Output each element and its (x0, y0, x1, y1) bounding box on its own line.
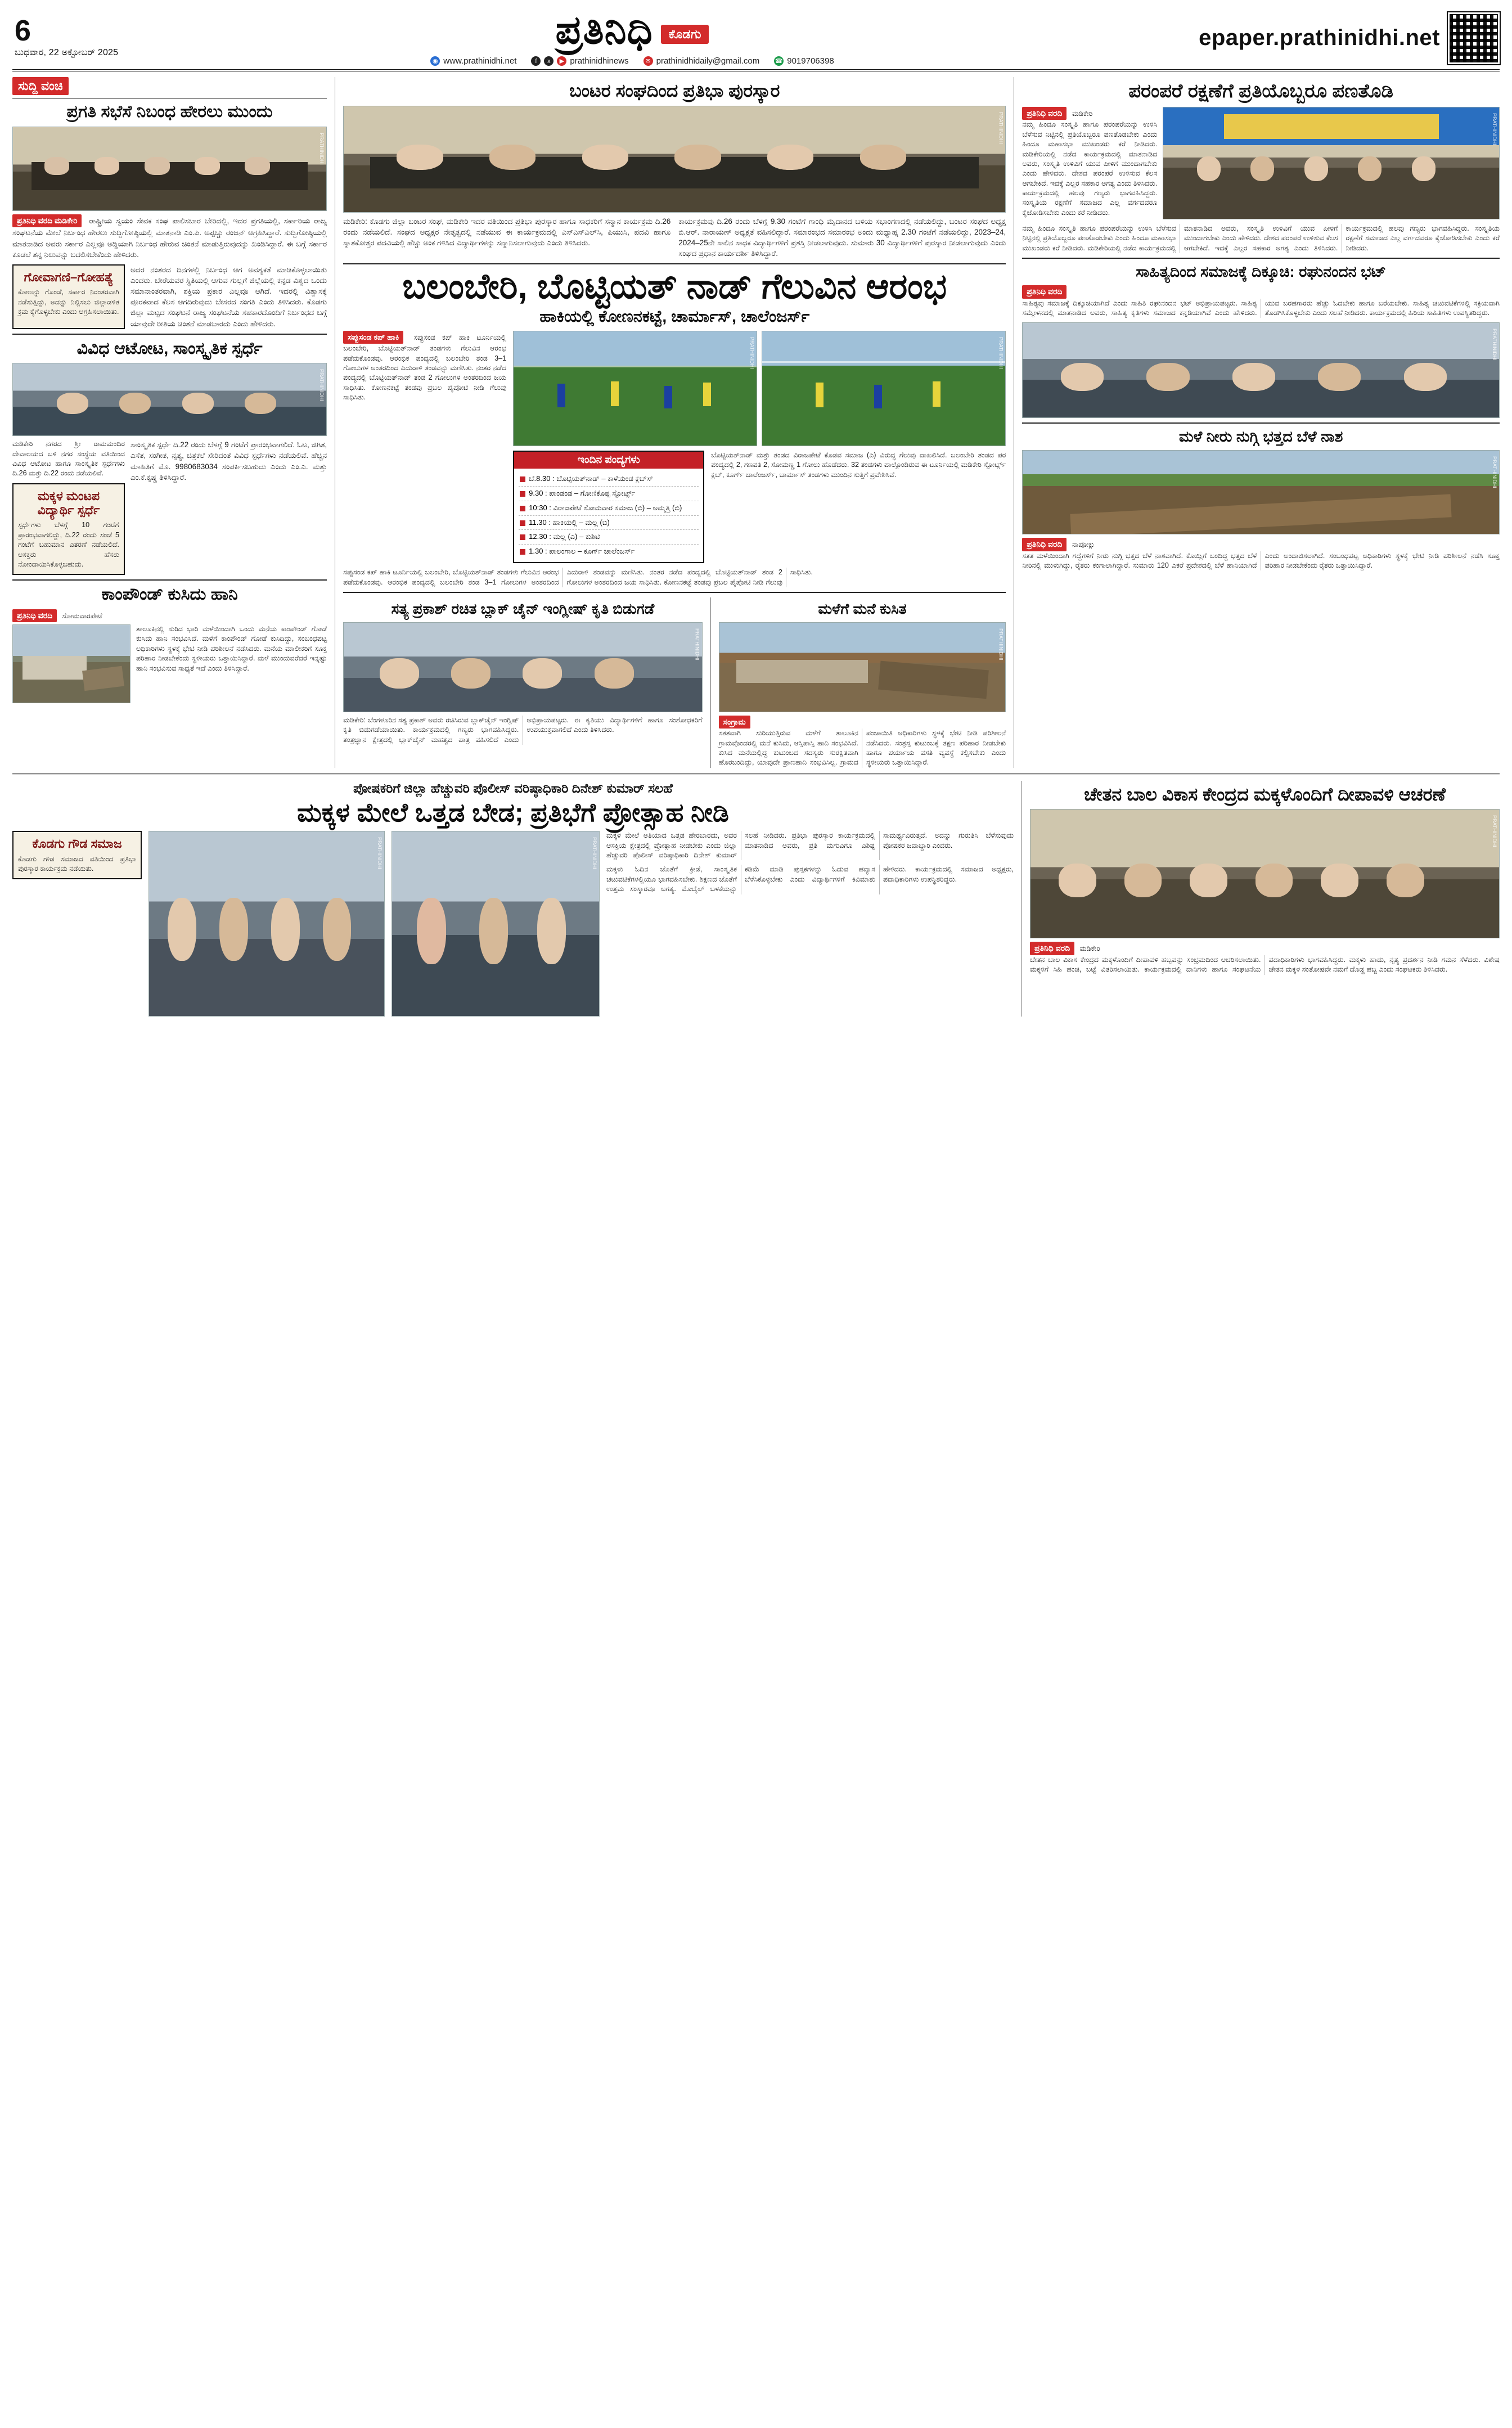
bottom-right (1030, 781, 1500, 1017)
photo-credit: PRATHINIDHI (998, 336, 1004, 369)
list-item (519, 545, 699, 559)
bullet-icon (520, 506, 525, 511)
story-block-house-collapse (719, 597, 1006, 768)
byline-place: ಮಡಿಕೇರಿ (1079, 945, 1101, 953)
masthead-date-block (12, 10, 125, 66)
today-matches-title: ಇಂದಿನ ಪಂದ್ಯಗಳು (514, 452, 703, 469)
hockey-subhead: ಹಾಕಿಯಲ್ಲಿ ಕೋಣನಕಟ್ಟೆ, ಚಾರ್ಮಾಸ್, ಚಾಲೆಂಜರ್ಸ್ (539, 307, 810, 326)
hockey-headline: ಬಲಂಬೇರಿ, ಬೊಟ್ಟಿಯತ್ ನಾಡ್ ಗೆಲುವಿನ ಆರಂಭ (402, 267, 947, 307)
photo-award-ceremony-2 (392, 831, 600, 1017)
byline-sahitya (1022, 285, 1500, 298)
headline-sahitya: ಸಾಹಿತ್ಯದಿಂದ ಸಮಾಜಕ್ಕೆ ದಿಕ್ಕೂಚಿ: ರಘುನಂದನ ಭಟ್ (1136, 263, 1387, 281)
story-pragati-cont: ಅದರ ನಂತರದ ದಿನಗಳಲ್ಲಿ ನಿರ್ಬಂಧ ಆಗ ಅವಶ್ಯಕತೆ ಮಾಡಿಕೊಳ್ಳಲಾಯಿತು ಎಂದರು. ಬೇರೆಯವರ ಸ್ಥಿತಿಯಲ್ಲಿ ಆಗುವ ಗುಲ್ಲಗೆ ಜಿಲ್ಲೆಯಲ್ಲಿ ಕನ್ನಡ ವಿಶ್ವದ ಒಂದು ಸಮಾನಾಂತರವಾಗಿ, ಶಕ್ತಿಯ ಪ್ರಕಾರ ಎಲ್ಲವೂ ಆಗಿದೆ. ಇದರಲ್ಲಿ ವಿಶ್ವಾಸಕ್ಕೆ ಪೂರಕವಾದ ಕೆಲಸ ಆಗದಿರುವುದು ಬೇಸರದ ಸಂಗತಿ ಎಂದು ತಿಳಿಸಿದರು. ಕೊಡಗು ಜಿಲ್ಲಾ ಮಟ್ಟದ ಸಂಘಟನೆ ರಾಜ್ಯ ಸಂಘಟನೆಯ ಸಹಕಾರದೊಂದಿಗೆ ನಿರ್ಬಂಧದ ಬಗ್ಗೆ ಯಾವುದೇ ರೀತಿಯ ಚಿಂತನೆ ಮಾಡಬಾರದು ಎಂದು ಹೇಳಿದರು. (130, 265, 327, 328)
hockey-story-left-text: ಸಪ್ಪುಸಂಡ ಕಪ್ ಹಾಕಿ ಟೂರ್ನಿಯಲ್ಲಿ ಬಲಂಬೇರಿ, ಬೊಟ್ಟಿಯತ್‌ನಾಡ್ ತಂಡಗಳು ಗೆಲುವಿನ ಆರಂಭ ಪಡೆದುಕೊಂಡವು. ಆರಂಭಿಕ ಪಂದ್ಯದಲ್ಲಿ ಬಲಂಬೇರಿ ತಂಡ 3–1 ಗೋಲುಗಳ ಅಂತರದಿಂದ ಎದುರಾಳಿ ತಂಡವನ್ನು ಮಣಿಸಿತು. ನಂತರ ನಡೆದ ಪಂದ್ಯದಲ್ಲಿ ಬೊಟ್ಟಿಯತ್‌ನಾಡ್ ತಂಡ 2 ಗೋಲುಗಳ ಅಂತರದಿಂದ ಜಯ ಸಾಧಿಸಿತು. ಕೋಣನಕಟ್ಟೆ ತಂಡವು ಪ್ರಬಲ ಪೈಪೋಟಿ ನೀಡಿ ಗೆಲುವು ಸಾಧಿಸಿತು. (343, 333, 507, 402)
website-label: www.prathinidhi.net (443, 56, 517, 66)
qr-code-icon[interactable] (1448, 12, 1500, 64)
photo-house-collapse (719, 622, 1006, 712)
photo-credit: PRATHINIDHI (377, 837, 382, 870)
photo-credit: PRATHINIDHI (998, 628, 1004, 660)
headline-compound-collapse: ಕಾಂಪೌಂಡ್ ಕುಸಿದು ಹಾನಿ (101, 585, 238, 604)
box-children-title: ಮಕ್ಕಳ ಮಂಟಪ ವಿದ್ಯಾರ್ಥಿ ಸ್ಪರ್ಧೆ (37, 488, 100, 518)
byline-chetana (1030, 942, 1500, 955)
photo-sahitya-event (1022, 322, 1500, 418)
photo-credit: PRATHINIDHI (749, 336, 755, 369)
twitter-x-icon: x (544, 56, 554, 66)
box-children-pavilion (12, 483, 125, 575)
column-left (12, 77, 327, 768)
story-chetana-text: ಚೇತನ ಬಾಲ ವಿಕಾಸ ಕೇಂದ್ರದ ಮಕ್ಕಳೊಂದಿಗೆ ದೀಪಾವಳಿ ಹಬ್ಬವನ್ನು ಸಂಭ್ರಮದಿಂದ ಆಚರಿಸಲಾಯಿತು. ಮಕ್ಕಳಿಗೆ ಸಿಹಿ ಹಂಚಿ, ಬಟ್ಟೆ ವಿತರಿಸಲಾಯಿತು. ಕಾರ್ಯಕ್ರಮದಲ್ಲಿ ದಾನಿಗಳು ಹಾಗೂ ಸಂಘಟನೆಯ ಪದಾಧಿಕಾರಿಗಳು ಭಾಗವಹಿಸಿದ್ದರು. ಮಕ್ಕಳು ಹಾಡು, ನೃತ್ಯ ಪ್ರದರ್ಶನ ನೀಡಿ ಗಮನ ಸೆಳೆದರು. ವಿಶೇಷ ಚೇತನ ಮಕ್ಕಳ ಸಂತೋಷವೇ ನಮಗೆ ದೊಡ್ಡ ಹಬ್ಬ ಎಂದು ಸಂಘಟಕರು ತಿಳಿಸಿದರು. (1030, 955, 1500, 974)
newspaper-title: ಪ್ರತಿನಿಧಿ (555, 8, 653, 52)
headline-bantara: ಬಂಟರ ಸಂಘದಿಂದ ಪ್ರತಿಭಾ ಪುರಸ್ಕಾರ (569, 80, 780, 101)
byline-tag: ಪ್ರತಿನಿಧಿ ವರದಿ (1022, 107, 1066, 120)
photo-hockey-match-2 (762, 331, 1006, 446)
photo-hockey-match-1 (513, 331, 757, 446)
story-paddy-text: ಸತತ ಮಳೆಯಿಂದಾಗಿ ಗದ್ದೆಗಳಿಗೆ ನೀರು ನುಗ್ಗಿ ಭತ್ತದ ಬೆಳೆ ನಾಶವಾಗಿದೆ. ಕೊಯ್ಲಿಗೆ ಬಂದಿದ್ದ ಭತ್ತದ ಬೆಳೆ ನೀರಿನಲ್ಲಿ ಮುಳುಗಿದ್ದು, ರೈತರು ಕಂಗಾಲಾಗಿದ್ದಾರೆ. ಸುಮಾರು 120 ಎಕರೆ ಪ್ರದೇಶದಲ್ಲಿ ಬೆಳೆ ಹಾನಿಯಾಗಿದೆ ಎಂದು ಅಂದಾಜಿಸಲಾಗಿದೆ. ಸಂಬಂಧಪಟ್ಟ ಅಧಿಕಾರಿಗಳು ಸ್ಥಳಕ್ಕೆ ಭೇಟಿ ನೀಡಿ ಪರಿಶೀಲನೆ ನಡೆಸಿ ಸೂಕ್ತ ಪರಿಹಾರ ನೀಡಬೇಕೆಂದು ರೈತರು ಒತ್ತಾಯಿಸಿದ್ದಾರೆ. (1022, 551, 1500, 570)
photo-chetana-deepavali (1030, 809, 1500, 938)
epaper-url[interactable]: epaper.prathinidhi.net (1199, 25, 1440, 50)
photo-collapsed-compound (12, 624, 130, 703)
story-block-blockchain (343, 597, 702, 768)
figure-bantara (343, 106, 1006, 213)
whatsapp-icon: ☎ (774, 56, 784, 66)
section-badge-label: ಸುದ್ದಿ ವಂಚಿ (12, 77, 69, 95)
masthead (12, 10, 1500, 71)
photo-credit: PRATHINIDHI (319, 132, 325, 165)
match-entry: 12.30 : ಮಲ್ಲ (ಎ) – ಕುಶಿಟಿ (529, 532, 600, 541)
byline-place: ನಾಪೋಕ್ಲು (1072, 541, 1095, 549)
photo-book-release (343, 622, 702, 712)
bullet-icon (520, 534, 525, 540)
story-heritage-body: ನಮ್ಮ ಹಿಂದೂ ಸಂಸ್ಕೃತಿ ಹಾಗೂ ಪರಂಪರೆಯನ್ನು ಉಳಿಸಿ ಬೆಳೆಸುವ ನಿಟ್ಟಿನಲ್ಲಿ ಪ್ರತಿಯೊಬ್ಬರೂ ಪಣತೊಡಬೇಕು ಎಂದು ಹಿಂದೂ ಮಹಾಸಭಾ ಮುಖಂಡರು ಕರೆ ನೀಡಿದರು. ಮಡಿಕೇರಿಯಲ್ಲಿ ನಡೆದ ಕಾರ್ಯಕ್ರಮದಲ್ಲಿ ಮಾತನಾಡಿದ ಅವರು, ಸಂಸ್ಕೃತಿ ಉಳಿವಿಗೆ ಯುವ ಪೀಳಿಗೆ ಮುಂದಾಗಬೇಕು ಎಂದು ಹೇಳಿದರು. ದೇಶದ ಪರಂಪರೆ ಉಳಿಸುವ ಕೆಲಸ ಆಗಬೇಕಿದೆ. ಇದಕ್ಕೆ ಎಲ್ಲರ ಸಹಕಾರ ಅಗತ್ಯ ಎಂದು ತಿಳಿಸಿದರು. ಕಾರ್ಯಕ್ರಮದಲ್ಲಿ ಹಲವು ಗಣ್ಯರು ಭಾಗವಹಿಸಿದ್ದರು. ಸಂಸ್ಕೃತಿಯ ರಕ್ಷಣೆಗೆ ಸಮಾಜದ ಎಲ್ಲ ವರ್ಗದವರೂ ಕೈಜೋಡಿಸಬೇಕು ಎಂದು ಕರೆ ನೀಡಿದರು. (1022, 224, 1500, 252)
phone-label: 9019706398 (787, 56, 834, 66)
photo-credit: PRATHINIDHI (694, 628, 700, 660)
youtube-icon: ▶ (557, 56, 566, 66)
headline-heritage: ಪರಂಪರೆ ರಕ್ಷಣೆಗೆ ಪ್ರತಿಯೊಬ್ಬರೂ ಪಣತೊಡಿ (1128, 80, 1393, 102)
page-number: 6 (15, 15, 31, 48)
figure-meeting (12, 127, 327, 211)
match-entry: 11.30 : ಹಾಕಿಯಲ್ಲಿ – ಮಲ್ಲ (ಬಿ) (529, 518, 610, 527)
email-item[interactable] (644, 56, 760, 66)
photo-award-ceremony-1 (148, 831, 385, 1017)
facebook-icon: f (531, 56, 541, 66)
mail-icon: ✉ (644, 56, 653, 66)
story-pragati (12, 214, 327, 260)
edition-badge: ಕೊಡಗು (661, 25, 709, 44)
column-right (1022, 77, 1500, 768)
byline-tag: ಪ್ರತಿನಿಧಿ ವರದಿ ಮಡಿಕೇರಿ (12, 214, 82, 228)
story-pragati-text: ರಾಷ್ಟ್ರೀಯ ಸ್ವಯಂ ಸೇವಕ ಸಂಘ ಪಾಲಿಸಬಾರ ಬೇರಿದಲ್ಲಿ, ಇದರ ಪ್ರಗತಿಯಲ್ಲಿ, ಸರ್ಕಾರಿಯ ರಾಜ್ಯ ಸಂಘಟನೆಯ ಮೇಲೆ ನಿರ್ಬಂಧ ಹೇರಲು ಸುದ್ದಿಗೋಷ್ಠಿಯಲ್ಲಿ ಮಾತನಾಡಿ ಎಂ.ಪಿ. ಅಪ್ಪಚ್ಚು ರಂಜನ್ ಆಗ್ರಹಿಸಿದ್ದಾರೆ. ಸುದ್ದಿಗೋಷ್ಠಿಯಲ್ಲಿ ಮಾತನಾಡಿದ ಅವರು ಸರ್ಕಾರ ಎಲ್ಲವೂ ಅಡ್ಡಿಯಾಗಿ ನಿರ್ಬಂಧ ಹೇರುವ ಚಿಂತನೆ ಮಾಡುತ್ತಿರುವುದನ್ನು ಖಂಡಿಸಿದ್ದಾರೆ. ಈ ಬಗ್ಗೆ ಸರ್ಕಾರ ಕೂಡಲೆ ತನ್ನ ನಿಲುವನ್ನು ಬದಲಿಸಬೇಕೆಂದು ಹೇಳಿದರು. (12, 216, 327, 259)
bottom-left (12, 781, 1014, 1017)
social-handle: prathinidhinews (570, 56, 629, 66)
box-gowda-title: ಕೊಡಗು ಗೌಡ ಸಮಾಜ (32, 837, 122, 851)
story-bottom-1: ಮಕ್ಕಳ ಮೇಲೆ ಅತಿಯಾದ ಒತ್ತಡ ಹೇರಬಾರದು, ಅವರ ಆಸಕ್ತಿಯ ಕ್ಷೇತ್ರದಲ್ಲಿ ಪ್ರೋತ್ಸಾಹ ನೀಡಬೇಕು ಎಂದು ಜಿಲ್ಲಾ ಹೆಚ್ಚುವರಿ ಪೊಲೀಸ್ ವರಿಷ್ಠಾಧಿಕಾರಿ ದಿನೇಶ್ ಕುಮಾರ್ ಸಲಹೆ ನೀಡಿದರು. ಪ್ರತಿಭಾ ಪುರಸ್ಕಾರ ಕಾರ್ಯಕ್ರಮದಲ್ಲಿ ಮಾತನಾಡಿದ ಅವರು, ಪ್ರತಿ ಮಗುವಿಗೂ ವಿಶಿಷ್ಟ ಸಾಮರ್ಥ್ಯವಿರುತ್ತದೆ. ಅದನ್ನು ಗುರುತಿಸಿ ಬೆಳೆಸುವುದು ಪೋಷಕರ ಜವಾಬ್ದಾರಿ ಎಂದರು. (606, 831, 1014, 860)
bullet-icon (520, 520, 525, 526)
hockey-kicker: ಸಪ್ಪುಸಂಡ ಕಪ್ ಹಾಕಿ (343, 331, 403, 344)
byline-compound (12, 609, 327, 622)
story-blockchain-text: ಮಡಿಕೇರಿ: ಬೆಂಗಳೂರಿನ ಸತ್ಯ ಪ್ರಕಾಶ್ ಅವರು ರಚಿಸಿರುವ ಬ್ಲಾಕ್‌ಚೈನ್ ಇಂಗ್ಲಿಷ್ ಕೃತಿ ಬಿಡುಗಡೆಯಾಯಿತು. ಕಾರ್ಯಕ್ರಮದಲ್ಲಿ ಗಣ್ಯರು ಭಾಗವಹಿಸಿದ್ದರು. ತಂತ್ರಜ್ಞಾನ ಕ್ಷೇತ್ರದಲ್ಲಿ ಬ್ಲಾಕ್‌ಚೈನ್ ಮಹತ್ವದ ಪಾತ್ರ ವಹಿಸಲಿದೆ ಎಂದು ಅಭಿಪ್ರಾಯಪಟ್ಟರು. ಈ ಕೃತಿಯು ವಿದ್ಯಾರ್ಥಿಗಳಿಗೆ ಹಾಗೂ ಸಂಶೋಧಕರಿಗೆ ಉಪಯುಕ್ತವಾಗಲಿದೆ ಎಂದು ತಿಳಿಸಿದರು. (343, 716, 703, 744)
phone-item[interactable] (774, 56, 834, 66)
story-heritage-intro: ನಮ್ಮ ಹಿಂದೂ ಸಂಸ್ಕೃತಿ ಹಾಗೂ ಪರಂಪರೆಯನ್ನು ಉಳಿಸಿ ಬೆಳೆಸುವ ನಿಟ್ಟಿನಲ್ಲಿ ಪ್ರತಿಯೊಬ್ಬರೂ ಪಣತೊಡಬೇಕು ಎಂದು ಹಿಂದೂ ಮಹಾಸಭಾ ಮುಖಂಡರು ಕರೆ ನೀಡಿದರು. ಮಡಿಕೇರಿಯಲ್ಲಿ ನಡೆದ ಕಾರ್ಯಕ್ರಮದಲ್ಲಿ ಮಾತನಾಡಿದ ಅವರು, ಸಂಸ್ಕೃತಿ ಉಳಿವಿಗೆ ಯುವ ಪೀಳಿಗೆ ಮುಂದಾಗಬೇಕು ಎಂದು ಹೇಳಿದರು. ದೇಶದ ಪರಂಪರೆ ಉಳಿಸುವ ಕೆಲಸ ಆಗಬೇಕಿದೆ. ಇದಕ್ಕೆ ಎಲ್ಲರ ಸಹಕಾರ ಅಗತ್ಯ ಎಂದು ತಿಳಿಸಿದರು. ಕಾರ್ಯಕ್ರಮದಲ್ಲಿ ಹಲವು ಗಣ್ಯರು ಭಾಗವಹಿಸಿದ್ದರು. ಸಂಸ್ಕೃತಿಯ ರಕ್ಷಣೆಗೆ ಸಮಾಜದ ಎಲ್ಲ ವರ್ಗದವರೂ ಕೈಜೋಡಿಸಬೇಕು ಎಂದು ಕರೆ ನೀಡಿದರು. (1022, 120, 1158, 217)
byline-place: ಮಡಿಕೇರಿ (1072, 110, 1093, 118)
byline-heritage (1022, 107, 1157, 120)
bullet-icon (520, 476, 525, 482)
hockey-story-left (343, 331, 506, 403)
photo-bantara-dais (343, 106, 1006, 213)
byline-tag: ಪ್ರತಿನಿಧಿ ವರದಿ (1022, 538, 1066, 551)
email-label: prathinidhidaily@gmail.com (656, 56, 760, 66)
box-children-text: ಸ್ಪರ್ಧೆಗಳು ಬೆಳಗ್ಗೆ 10 ಗಂಟೆಗೆ ಪ್ರಾರಂಭವಾಗಲಿದ್ದು, ದಿ.22 ರಂದು ಸಂಜೆ 5 ಗಂಟೆಗೆ ಬಹುಮಾನ ವಿತರಣೆ ನಡೆಯಲಿದೆ. ಆಸಕ್ತರು ಹೆಸರು ನೋಂದಾಯಿಸಿಕೊಳ್ಳಬಹುದು. (18, 521, 119, 568)
lead-story-hockey (343, 269, 1006, 587)
bullet-icon (520, 491, 525, 497)
story-bantara-b: ಕಾರ್ಯಕ್ರಮವು ದಿ.26 ರಂದು ಬೆಳಗ್ಗೆ 9.30 ಗಂಟೆಗೆ ಗಾಂಧಿ ಮೈದಾನದ ಬಳಿಯ ಸಭಾಂಗಣದಲ್ಲಿ ನಡೆಯಲಿದ್ದು, ಬಂಟರ ಸಂಘದ ಅಧ್ಯಕ್ಷ ಬಿ.ಆರ್. ನಾರಾಯಣ್ ಅಧ್ಯಕ್ಷತೆ ವಹಿಸಲಿದ್ದಾರೆ. ಸಮಾರಂಭದ ಸಮಾರಂಭ ಅಂದು ಮಧ್ಯಾಹ್ನ 2.30 ಗಂಟೆಗೆ ನಡೆಯಲಿದ್ದು, 2023–24, 2024–25ನೇ ಸಾಲಿನ ಸಾಧಕ ವಿದ್ಯಾರ್ಥಿಗಳಿಗೆ ಪ್ರಶಸ್ತಿ ನೀಡಲಾಗುವುದು. ಸುಮಾರು 30 ವಿದ್ಯಾರ್ಥಿಗಳಿಗೆ ಪುರಸ್ಕಾರ ನೀಡಲಾಗುವುದು ಎಂದು ಸಂಘದ ಪ್ರಧಾನ ಕಾರ್ಯದರ್ಶಿ ತಿಳಿಸಿದ್ದಾರೆ. (678, 217, 1006, 258)
publication-date: ಬುಧವಾರ, 22 ಅಕ್ಟೋಬರ್ 2025 (15, 47, 119, 57)
list-item (519, 516, 699, 530)
box-gohatye (12, 264, 125, 329)
hockey-story-continued (343, 568, 1006, 587)
byline-tag: ಪ್ರತಿನಿಧಿ ವರದಿ (1030, 942, 1074, 955)
byline-tag: ಪ್ರತಿನಿಧಿ ವರದಿ (1022, 285, 1066, 298)
headline-chetana: ಚೇತನ ಬಾಲ ವಿಕಾಸ ಕೇಂದ್ರದ ಮಕ್ಕಳೊಂದಿಗೆ ದೀಪಾವಳಿ ಆಚರಣೆ (1084, 784, 1446, 804)
social-item[interactable] (531, 56, 628, 66)
list-item (519, 472, 699, 487)
masthead-right (1140, 10, 1500, 66)
photo-credit: PRATHINIDHI (319, 369, 325, 402)
byline-house-collapse (719, 716, 1006, 729)
match-entry: 9.30 : ಪಾಂಡಂಡ – ಗೋಣಿಕೊಪ್ಪ ಸ್ಪೋರ್ಟ್ಸ್ (529, 488, 636, 497)
globe-icon: ◉ (430, 56, 440, 66)
photo-credit: PRATHINIDHI (998, 111, 1004, 144)
column-center (343, 77, 1006, 768)
story-sports-intro: ಮಡಿಕೇರಿ ನಗರದ ಶ್ರೀ ರಾಮಮಂದಿರ ದೇವಾಲಯದ ಬಳಿ ನಗರ ಸಂಸ್ಥೆಯ ವತಿಯಿಂದ ವಿವಿಧ ಆಟೋಟ ಹಾಗೂ ಸಾಂಸ್ಕೃತಿಕ ಸ್ಪರ್ಧೆಗಳು ದಿ.26 ಮತ್ತು ದಿ.22 ರಂದು ನಡೆಯಲಿವೆ. (12, 440, 125, 478)
box-gowda-text: ಕೊಡಗು ಗೌಡ ಸಮಾಜದ ವತಿಯಿಂದ ಪ್ರತಿಭಾ ಪುರಸ್ಕಾರ ಕಾರ್ಯಕ್ರಮ ನಡೆಯಿತು. (18, 855, 136, 873)
photo-paddy-field (1022, 450, 1500, 534)
story-sahitya-text: ಸಾಹಿತ್ಯವು ಸಮಾಜಕ್ಕೆ ದಿಕ್ಕೂಚಿಯಾಗಿದೆ ಎಂದು ಸಾಹಿತಿ ರಘುನಂದನ ಭಟ್ ಅಭಿಪ್ರಾಯಪಟ್ಟರು. ಸಾಹಿತ್ಯ ಸಮ್ಮೇಳನದಲ್ಲಿ ಮಾತನಾಡಿದ ಅವರು, ಸಾಹಿತ್ಯ ಕೃತಿಗಳು ಸಮಾಜದ ಕನ್ನಡಿಯಾಗಿವೆ ಎಂದು ಹೇಳಿದರು. ಯುವ ಬರಹಗಾರರು ಹೆಚ್ಚು ಓದಬೇಕು ಹಾಗೂ ಬರೆಯಬೇಕು. ಸಾಹಿತ್ಯ ಚಟುವಟಿಕೆಗಳಲ್ಲಿ ಸಕ್ರಿಯವಾಗಿ ತೊಡಗಿಸಿಕೊಳ್ಳಬೇಕು ಎಂದು ಸಲಹೆ ನೀಡಿದರು. ಕಾರ್ಯಕ್ರಮದಲ್ಲಿ ಹಿರಿಯ ಸಾಹಿತಿಗಳು ಉಪಸ್ಥಿತರಿದ್ದರು. (1022, 299, 1500, 317)
hockey-story-right: ಬೊಟ್ಟಿಯತ್‌ನಾಡ್ ಮತ್ತು ತಂಡದ ವಿರಾಜಪೇಟೆ ಕೊಡವ ಸಮಾಜ (ಎ) ವಿರುದ್ಧ ಗೆಲುವು ದಾಖಲಿಸಿದೆ. ಬಲಂಬೇರಿ ತಂಡದ ಪರ ಪಂದ್ಯದಲ್ಲಿ 2, ಗಣಪತಿ 2, ಸೋಮಣ್ಣ 1 ಗೋಲು ಹೊಡೆದರು. 32 ತಂಡಗಳು ಪಾಲ್ಗೊಂಡಿರುವ ಈ ಟೂರ್ನಿಯಲ್ಲಿ ಮಡಿಕೇರಿ ಸ್ಪೋರ್ಟ್ಸ್ ಕ್ಲಬ್, ಕೂರ್ಗ್ ಚಾಲೆಂಜರ್ಸ್, ಚಾರ್ಮಾಸ್ ತಂಡಗಳು ಮುಂದಿನ ಸುತ್ತಿಗೆ ಪ್ರವೇಶಿಸಿವೆ. (711, 451, 1006, 479)
list-item (519, 501, 699, 516)
byline-tag: ಸಂಗ್ರಾಮ (719, 716, 750, 729)
bottom-headline: ಮಕ್ಕಳ ಮೇಲೆ ಒತ್ತಡ ಬೇಡ; ಪ್ರತಿಭೆಗೆ ಪ್ರೋತ್ಸಾಹ ನೀಡಿ (297, 797, 729, 827)
match-entry: 1.30 : ಪಾಲಂಗಾಲ – ಕೂರ್ಗ್ ಚಾಲೆಂಜರ್ಸ್ (529, 547, 635, 556)
masthead-center (132, 10, 1133, 66)
bottom-band (12, 781, 1500, 1017)
box-gohatye-text: ಕೋಣನ್ನು ಗೊಂಡೆ, ಸರ್ಕಾರ ನಿರಂತರವಾಗಿ ನಡೆಸುತ್ತಿದ್ದು, ಅದನ್ನು ನಿಲ್ಲಿಸಲು ಜಿಲ್ಲಾಡಳಿತ ಕ್ರಮ ಕೈಗೊಳ್ಳಬೇಕು ಎಂದು ಆಗ್ರಹಿಸಲಾಯಿತು. (18, 288, 119, 316)
photo-credit: PRATHINIDHI (1492, 815, 1497, 848)
hockey-continued-text: ಸಪ್ಪುಸಂಡ ಕಪ್ ಹಾಕಿ ಟೂರ್ನಿಯಲ್ಲಿ ಬಲಂಬೇರಿ, ಬೊಟ್ಟಿಯತ್‌ನಾಡ್ ತಂಡಗಳು ಗೆಲುವಿನ ಆರಂಭ ಪಡೆದುಕೊಂಡವು. ಆರಂಭಿಕ ಪಂದ್ಯದಲ್ಲಿ ಬಲಂಬೇರಿ ತಂಡ 3–1 ಗೋಲುಗಳ ಅಂತರದಿಂದ ಎದುರಾಳಿ ತಂಡವನ್ನು ಮಣಿಸಿತು. ನಂತರ ನಡೆದ ಪಂದ್ಯದಲ್ಲಿ ಬೊಟ್ಟಿಯತ್‌ನಾಡ್ ತಂಡ 2 ಗೋಲುಗಳ ಅಂತರದಿಂದ ಜಯ ಸಾಧಿಸಿತು. ಕೋಣನಕಟ್ಟೆ ತಂಡವು ಪ್ರಬಲ ಪೈಪೋಟಿ ನೀಡಿ ಗೆಲುವು ಸಾಧಿಸಿತು. (343, 568, 813, 586)
today-matches-list (514, 469, 703, 562)
byline-place: ಸೋಮವಾರಪೇಟೆ (62, 612, 102, 620)
photo-credit: PRATHINIDHI (1492, 113, 1497, 145)
byline-paddy (1022, 538, 1500, 551)
headline-pragati: ಪ್ರಗತಿ ಸಭೆಸೆ ನಿಬಂಧ ಹೇರಲು ಮುಂದು (66, 102, 273, 121)
list-item (519, 487, 699, 501)
bullet-icon (520, 549, 525, 555)
photo-credit: PRATHINIDHI (592, 837, 597, 870)
story-bantara-a: ಮಡಿಕೇರಿ: ಕೊಡಗು ಜಿಲ್ಲಾ ಬಂಟರ ಸಂಘ, ಮಡಿಕೇರಿ ಇದರ ವತಿಯಿಂದ ಪ್ರತಿಭಾ ಪುರಸ್ಕಾರ ಹಾಗೂ ಸಾಧಕರಿಗೆ ಸನ್ಮಾನ ಕಾರ್ಯಕ್ರಮ ದಿ.26 ರಂದು ನಡೆಯಲಿದೆ. ಸಂಘದ ಅಧ್ಯಕ್ಷರ ನೇತೃತ್ವದಲ್ಲಿ ನಡೆಯುವ ಈ ಕಾರ್ಯಕ್ರಮದಲ್ಲಿ ಎಸ್‌ಎಸ್‌ಎಲ್‌ಸಿ, ಪಿಯುಸಿ, ಪದವಿ ಹಾಗೂ ಸ್ನಾತಕೋತ್ತರ ಪದವಿಯಲ್ಲಿ ಹೆಚ್ಚು ಅಂಕ ಗಳಿಸಿದ ವಿದ್ಯಾರ್ಥಿಗಳನ್ನು ಸನ್ಮಾನಿಸಲಾಗುವುದು ಎಂದು ತಿಳಿಸಿದರು. (343, 217, 671, 248)
website-item[interactable] (430, 56, 516, 66)
main-band (12, 77, 1500, 768)
story-compound-text: ತಾಲೂಕಿನಲ್ಲಿ ಸುರಿದ ಭಾರಿ ಮಳೆಯಿಂದಾಗಿ ಒಂದು ಮನೆಯ ಕಾಂಪೌಂಡ್ ಗೋಡೆ ಕುಸಿದು ಹಾನಿ ಸಂಭವಿಸಿದೆ. ಮಳೆಗೆ ಕಾಂಪೌಂಡ್ ಗೋಡೆ ಕುಸಿದಿದ್ದು, ಸಂಬಂಧಪಟ್ಟ ಅಧಿಕಾರಿಗಳು ಸ್ಥಳಕ್ಕೆ ಭೇಟಿ ನೀಡಿ ಪರಿಶೀಲನೆ ನಡೆಸಿದರು. ಮನೆಯ ಮಾಲೀಕರಿಗೆ ಸೂಕ್ತ ಪರಿಹಾರ ನೀಡಬೇಕೆಂದು ಸ್ಥಳೀಯರು ಒತ್ತಾಯಿಸಿದ್ದಾರೆ. ಮಳೆ ಮುಂದುವರೆದರೆ ಇನ್ನಷ್ಟು ಹಾನಿ ಸಂಭವಿಸುವ ಸಾಧ್ಯತೆ ಇದೆ ಎಂದು ತಿಳಿಸಿದ್ದಾರೆ. (136, 625, 327, 672)
story-sports-body: ಸಾಂಸ್ಕೃತಿಕ ಸ್ಪರ್ಧೆ ದಿ.22 ರಂದು ಬೆಳಗ್ಗೆ 9 ಗಂಟೆಗೆ ಪ್ರಾರಂಭವಾಗಲಿದೆ. ಓಟ, ಜಿಗಿತ, ಎಸೆತ, ಸಂಗೀತ, ನೃತ್ಯ, ಚಿತ್ರಕಲೆ ಸೇರಿದಂತೆ ವಿವಿಧ ಸ್ಪರ್ಧೆಗಳು ನಡೆಯಲಿವೆ. ಹೆಚ್ಚಿನ ಮಾಹಿತಿಗೆ ಮೊ. 9980683034 ಸಂಪರ್ಕಿಸಬಹುದು ಎಂದು ಎಂ.ಎ. ಮತ್ತು ಎಂ.ಕೆ.ಕೃಷ್ಣ ತಿಳಿಸಿದ್ದಾರೆ. (130, 440, 327, 482)
photo-press-meet (12, 363, 327, 436)
match-entry: 10:30 : ವಿರಾಜಪೇಟೆ ಸೋಮವಾರ ಸಮಾಜ (ಬಿ) – ಅಮ್ಮತ್ತಿ (ಬಿ) (529, 503, 682, 512)
today-matches-box (513, 451, 704, 563)
photo-meeting (12, 127, 327, 211)
headline-blockchain: ಸತ್ಯ ಪ್ರಕಾಶ್ ರಚಿತ ಬ್ಲಾಕ್ ಚೈನ್ ಇಂಗ್ಲೀಷ್ ಕೃತಿ ಬಿಡುಗಡೆ (391, 600, 655, 617)
match-entry: ಬೆ.8.30 : ಬೊಟ್ಟಿಯತ್‌ನಾಡ್ – ಕಾಳೆಯಂಡ ಕ್ಲಬ್‌ಸ್ (529, 474, 653, 483)
byline-tag: ಪ್ರತಿನಿಧಿ ವರದಿ (12, 609, 57, 622)
photo-heritage-event (1163, 107, 1500, 219)
headline-sports-culture: ವಿವಿಧ ಆಟೋಟ, ಸಾಂಸ್ಕೃತಿಕ ಸ್ಪರ್ಧೆ (76, 339, 263, 358)
contact-bar (430, 56, 834, 66)
list-item (519, 530, 699, 545)
headline-paddy-loss: ಮಳೆ ನೀರು ನುಗ್ಗಿ ಭತ್ತದ ಬೆಳೆ ನಾಶ (1178, 428, 1343, 446)
photo-credit: PRATHINIDHI (1492, 456, 1497, 489)
figure-press-meet (12, 363, 327, 436)
headline-house-collapse: ಮಳೆಗೆ ಮನೆ ಕುಸಿತ (818, 600, 907, 617)
story-bottom-2: ಮಕ್ಕಳು ಓದಿನ ಜೊತೆಗೆ ಕ್ರೀಡೆ, ಸಾಂಸ್ಕೃತಿಕ ಚಟುವಟಿಕೆಗಳಲ್ಲಿಯೂ ಭಾಗವಹಿಸಬೇಕು. ಶಿಕ್ಷಣದ ಜೊತೆಗೆ ಉತ್ತಮ ಸಂಸ್ಕಾರವೂ ಅಗತ್ಯ. ಮೊಬೈಲ್ ಬಳಕೆಯನ್ನು ಕಡಿಮೆ ಮಾಡಿ ಪುಸ್ತಕಗಳನ್ನು ಓದುವ ಹವ್ಯಾಸ ಬೆಳೆಸಿಕೊಳ್ಳಬೇಕು ಎಂದು ವಿದ್ಯಾರ್ಥಿಗಳಿಗೆ ಕಿವಿಮಾತು ಹೇಳಿದರು. ಕಾರ್ಯಕ್ರಮದಲ್ಲಿ ಸಮಾಜದ ಅಧ್ಯಕ್ಷರು, ಪದಾಧಿಕಾರಿಗಳು ಉಪಸ್ಥಿತರಿದ್ದರು. (606, 865, 1014, 893)
bottom-kicker: ಪೋಷಕರಿಗೆ ಜಿಲ್ಲಾ ಹೆಚ್ಚುವರಿ ಪೊಲೀಸ್ ವರಿಷ್ಠಾಧಿಕಾರಿ ದಿನೇಶ್ ಕುಮಾರ್ ಸಲಹೆ (353, 780, 673, 795)
box-gohatye-title: ಗೋವಾಗಣಿ–ಗೋಹತ್ಯೆ (24, 269, 114, 284)
section-badge-news (12, 77, 327, 95)
story-house-collapse-text: ಸತತವಾಗಿ ಸುರಿಯುತ್ತಿರುವ ಮಳೆಗೆ ತಾಲೂಕಿನ ಗ್ರಾಮವೊಂದರಲ್ಲಿ ಮನೆ ಕುಸಿದು, ಆಸ್ತಿಪಾಸ್ತಿ ಹಾನಿ ಸಂಭವಿಸಿದೆ. ಕುಸಿದ ಮನೆಯಲ್ಲಿದ್ದ ಕುಟುಂಬದ ಸದಸ್ಯರು ಸುರಕ್ಷಿತವಾಗಿ ಹೊರಬಂದಿದ್ದು, ಯಾವುದೇ ಪ್ರಾಣಹಾನಿ ಸಂಭವಿಸಿಲ್ಲ. ಗ್ರಾಮದ ಪಂಚಾಯಿತಿ ಅಧಿಕಾರಿಗಳು ಸ್ಥಳಕ್ಕೆ ಭೇಟಿ ನೀಡಿ ಪರಿಶೀಲನೆ ನಡೆಸಿದರು. ಸಂತ್ರಸ್ತ ಕುಟುಂಬಕ್ಕೆ ತಕ್ಷಣ ಪರಿಹಾರ ನೀಡಬೇಕು ಹಾಗೂ ಪರ್ಯಾಯ ವಸತಿ ವ್ಯವಸ್ಥೆ ಕಲ್ಪಿಸಬೇಕು ಎಂದು ಸ್ಥಳೀಯರು ಒತ್ತಾಯಿಸಿದ್ದಾರೆ. (718, 729, 1006, 767)
photo-credit: PRATHINIDHI (1492, 329, 1497, 361)
box-gowda-samaja (12, 831, 142, 879)
